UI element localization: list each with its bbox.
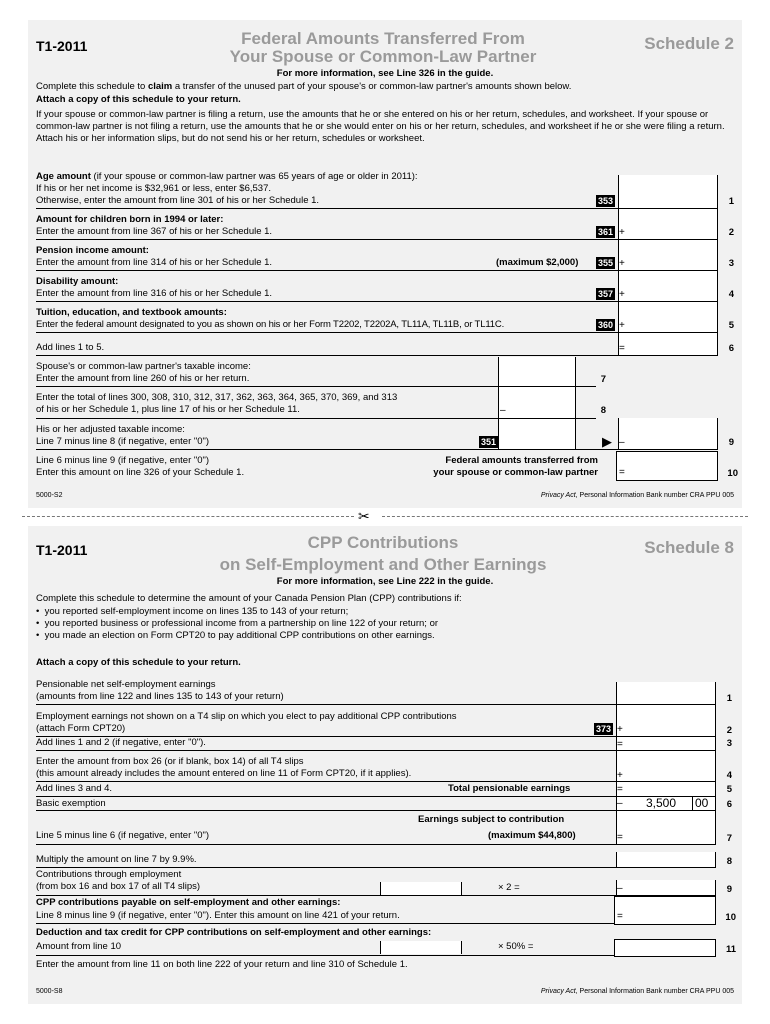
instruction-paragraph: If your spouse or common-law partner is filing a return, use the amounts that he or she entered on his or her return, schedules, and worksheet. If your spouse or common-law partner is not filing a return, use the amounts that he or she would enter on his or her return, schedules, and worksheet if he or she were filing a return. Attach his or her information slips, but do not send his or her return, schedules or worksheet. [36,109,725,144]
line-number-6: 6 [728,343,734,354]
line-11-label: Amount from line 10 [36,941,122,952]
rule [36,750,716,751]
equals-sign: = [617,739,623,750]
disability-instruction: Enter the amount from line 316 of his or her Schedule 1. [36,288,273,299]
line-code-353: 353 [598,196,614,206]
total-lines-heading: Enter the total of lines 300, 308, 310, 312, 317, 362, 363, 364, 365, 370, 369, and 313 [36,392,398,403]
scissors-icon: ✂ [358,508,370,524]
line-number-2: 2 [726,725,732,736]
pension-amount-input[interactable] [628,254,718,270]
spouse-income-heading: Spouse's or common-law partner's taxable income: [36,361,251,372]
rule [36,449,718,450]
schedule-2-form [28,20,742,508]
pension-heading: Pension income amount: [36,245,149,256]
line-8-box [616,852,716,868]
line-7-8-box [498,357,576,389]
federal-transfer-total-input[interactable] [628,454,716,478]
rule [36,923,614,924]
age-amount-input[interactable] [619,190,719,206]
line-number-10: 10 [725,912,736,923]
schedule-8-form [28,526,742,1004]
rule [36,810,716,811]
intro-text: Complete this schedule to claim a transfer of the unused part of your spouse's or common-law partner's amounts shown below. [36,81,572,92]
rule [36,844,716,845]
line-3-label: Add lines 1 and 2 (if negative, enter "0"). [36,737,206,748]
line-number-6: 6 [726,799,732,810]
title-line-2: Your Spouse or Common-Law Partner [229,47,537,66]
schedule-label: Schedule 8 [644,538,734,557]
schedule-title [203,30,563,66]
rule [36,355,718,356]
earnings-subject-label: Earnings subject to contribution [418,814,565,825]
age-amount-rule: If his or her net income is $32,961 or less, enter $6,537. [36,183,271,194]
form-code: 5000-S2 [36,492,63,499]
line-2-detail: (attach Form CPT20) [36,723,126,734]
line-4-label: Enter the amount from box 26 (or if blank, box 14) of all T4 slips [36,756,304,767]
plus-sign: + [619,258,625,269]
tuition-amount-input[interactable] [628,316,718,332]
line-number-3: 3 [728,258,734,269]
line-number-5: 5 [728,320,734,331]
bullet-item: • you reported self-employment income on lines 135 to 143 of your return; [36,606,349,617]
line-number-1: 1 [728,196,734,207]
line-6-label: Basic exemption [36,798,106,809]
equals-sign: = [617,832,623,843]
deduction-input[interactable] [620,940,714,955]
tuition-instruction: Enter the federal amount designated to you as shown on his or her Form T2202, T2202A, TL11A, TL11B, or TL11C. [36,319,505,330]
arrow-right-icon: ▶ [602,434,612,449]
line-9-label: Contributions through employment [36,869,182,880]
adjusted-income-heading: His or her adjusted taxable income: [36,424,185,435]
privacy-note: Privacy Act, Personal Information Bank number CRA PPU 005 [540,988,734,995]
minus-sign: – [500,405,506,416]
rule [36,781,716,782]
plus-sign: + [619,227,625,238]
pension-maximum: (maximum $2,000) [496,257,579,268]
pension-instruction: Enter the amount from line 314 of his or her Schedule 1. [36,257,273,268]
schedule-title [178,534,588,574]
line-10-label: Line 8 minus line 9 (if negative, enter "0"). Enter this amount on line 421 of your return. [36,910,400,921]
bullet-item: • you reported business or professional income from a partnership on line 122 of your return; or [36,618,439,629]
cents-divider [692,796,693,810]
children-heading: Amount for children born in 1994 or later: [36,214,224,225]
minus-sign: – [617,883,623,894]
line-number-1: 1 [726,693,732,704]
line-number-9: 9 [726,884,732,895]
info-note: For more information, see Line 222 in the guide. [276,576,494,587]
age-amount-heading: Age amount (if your spouse or common-law partner was 65 years of age or older in 2011): [36,171,418,182]
line-8-box [498,389,576,419]
adjusted-income-instruction: Line 7 minus line 8 (if negative, enter "0") [36,436,210,447]
disability-heading: Disability amount: [36,276,119,287]
form-code: 5000-S8 [36,988,63,995]
line-number-10: 10 [727,468,738,479]
line-number-3: 3 [726,738,732,749]
line-number-11: 11 [725,944,736,955]
line-7-maximum: (maximum $44,800) [488,830,576,841]
line-code-360: 360 [598,320,614,330]
bullet-list [36,606,438,642]
line-6-minus-9: Line 6 minus line 9 (if negative, enter "0") [36,455,210,466]
age-amount-otherwise: Otherwise, enter the amount from line 301 of his or her Schedule 1. [36,195,320,206]
cut-line [22,508,748,526]
info-note: For more information, see Line 326 in the guide. [276,68,494,79]
equals-sign: = [617,784,623,795]
rule [36,386,596,387]
rule [36,704,716,705]
tuition-heading: Tuition, education, and textbook amounts: [36,307,227,318]
add-lines-1-5: Add lines 1 to 5. [36,342,105,353]
final-instruction: Enter the amount from line 11 on both line 222 of your return and line 310 of Schedule 1. [36,959,408,970]
title-line-1: Federal Amounts Transferred From [241,29,525,48]
intro-text: Complete this schedule to determine the amount of your Canada Pension Plan (CPP) contributions if: [36,593,462,604]
rule [36,867,716,868]
line-number-7: 7 [600,374,606,385]
line-5-label: Add lines 3 and 4. [36,783,113,794]
children-instruction: Enter the amount from line 367 of his or her Schedule 1. [36,226,273,237]
total-lines-instruction: of his or her Schedule 1, plus line 17 of his or her Schedule 11. [36,404,300,415]
rule [36,796,716,797]
line-number-9: 9 [728,437,734,448]
equals-sign: = [619,343,625,354]
attach-note: Attach a copy of this schedule to your return. [36,657,241,668]
line-4-detail: (this amount already includes the amount entered on line 11 of Form CPT20, if it applies). [36,768,412,779]
line-2-label: Employment earnings not shown on a T4 slip on which you elect to pay additional CPP contributions [36,711,457,722]
line-number-7: 7 [726,833,732,844]
title-line-2: on Self-Employment and Other Earnings [219,555,547,574]
line-9-box [616,880,716,896]
form-id: T1-2011 [36,38,88,54]
self-employment-earnings-input[interactable] [620,690,714,705]
line-10-heading: CPP contributions payable on self-employment and other earnings: [36,897,341,908]
disability-amount-input[interactable] [628,285,718,301]
line-11-heading: Deduction and tax credit for CPP contributions on self-employment and other earnings: [36,927,432,938]
schedule-label: Schedule 2 [644,34,734,53]
title-line-1: CPP Contributions [307,533,459,552]
line-9-box [498,419,576,449]
line-number-4: 4 [728,289,734,300]
rule [618,208,718,209]
rule [36,239,718,240]
rule [36,955,614,956]
line-7-label: Line 5 minus line 6 (if negative, enter "0") [36,830,210,841]
line-code-351: 351 [481,437,497,447]
enter-on-line-326: Enter this amount on line 326 of your Schedule 1. [36,467,245,478]
line-number-8: 8 [600,405,606,416]
rule [36,301,718,302]
contributions-employment-box [380,882,462,895]
privacy-note: Privacy Act, Personal Information Bank number CRA PPU 005 [540,492,734,499]
line-9-result-box [618,418,718,450]
spouse-income-instruction: Enter the amount from line 260 of his or her return. [36,373,250,384]
line-number-8: 8 [726,856,732,867]
line-code-373: 373 [596,724,612,734]
form-id: T1-2011 [36,542,88,558]
plus-sign: + [617,724,623,735]
line-1-label: Pensionable net self-employment earnings [36,679,216,690]
line-code-355: 355 [598,258,614,268]
rule [36,270,718,271]
basic-exemption-cents: 00 [695,796,709,810]
plus-sign: + [619,289,625,300]
line-9-detail: (from box 16 and box 17 of all T4 slips) [36,881,201,892]
federal-transfer-label: Federal amounts transferred from your spouse or common-law partner [433,455,598,478]
line-code-361: 361 [598,227,614,237]
attach-note: Attach a copy of this schedule to your return. [36,94,241,105]
rule [36,332,718,333]
multiply-by-2: × 2 = [498,882,520,893]
plus-sign: + [619,320,625,331]
plus-sign: + [617,770,623,781]
minus-sign: – [619,437,625,448]
equals-sign: = [619,467,625,478]
cpp-payable-input[interactable] [626,899,714,923]
line-8-label: Multiply the amount on line 7 by 9.9%. [36,854,197,865]
total-pensionable-label: Total pensionable earnings [448,783,571,794]
bullet-item: • you made an election on Form CPT20 to pay additional CPP contributions on other earnings. [36,630,435,641]
line-number-2: 2 [728,227,734,238]
minus-sign: – [617,798,623,809]
line-10-amount-box [380,941,462,954]
line-code-357: 357 [598,289,614,299]
multiply-by-50: × 50% = [498,941,534,952]
line-number-5: 5 [726,784,732,795]
line-number-4: 4 [726,770,732,781]
amount-column [616,682,716,845]
equals-sign: = [617,911,623,922]
rule [36,208,618,209]
children-amount-input[interactable] [628,223,718,239]
line-1-detail: (amounts from line 122 and lines 135 to 143 of your return) [36,691,284,702]
basic-exemption-amount: 3,500 [646,796,677,810]
